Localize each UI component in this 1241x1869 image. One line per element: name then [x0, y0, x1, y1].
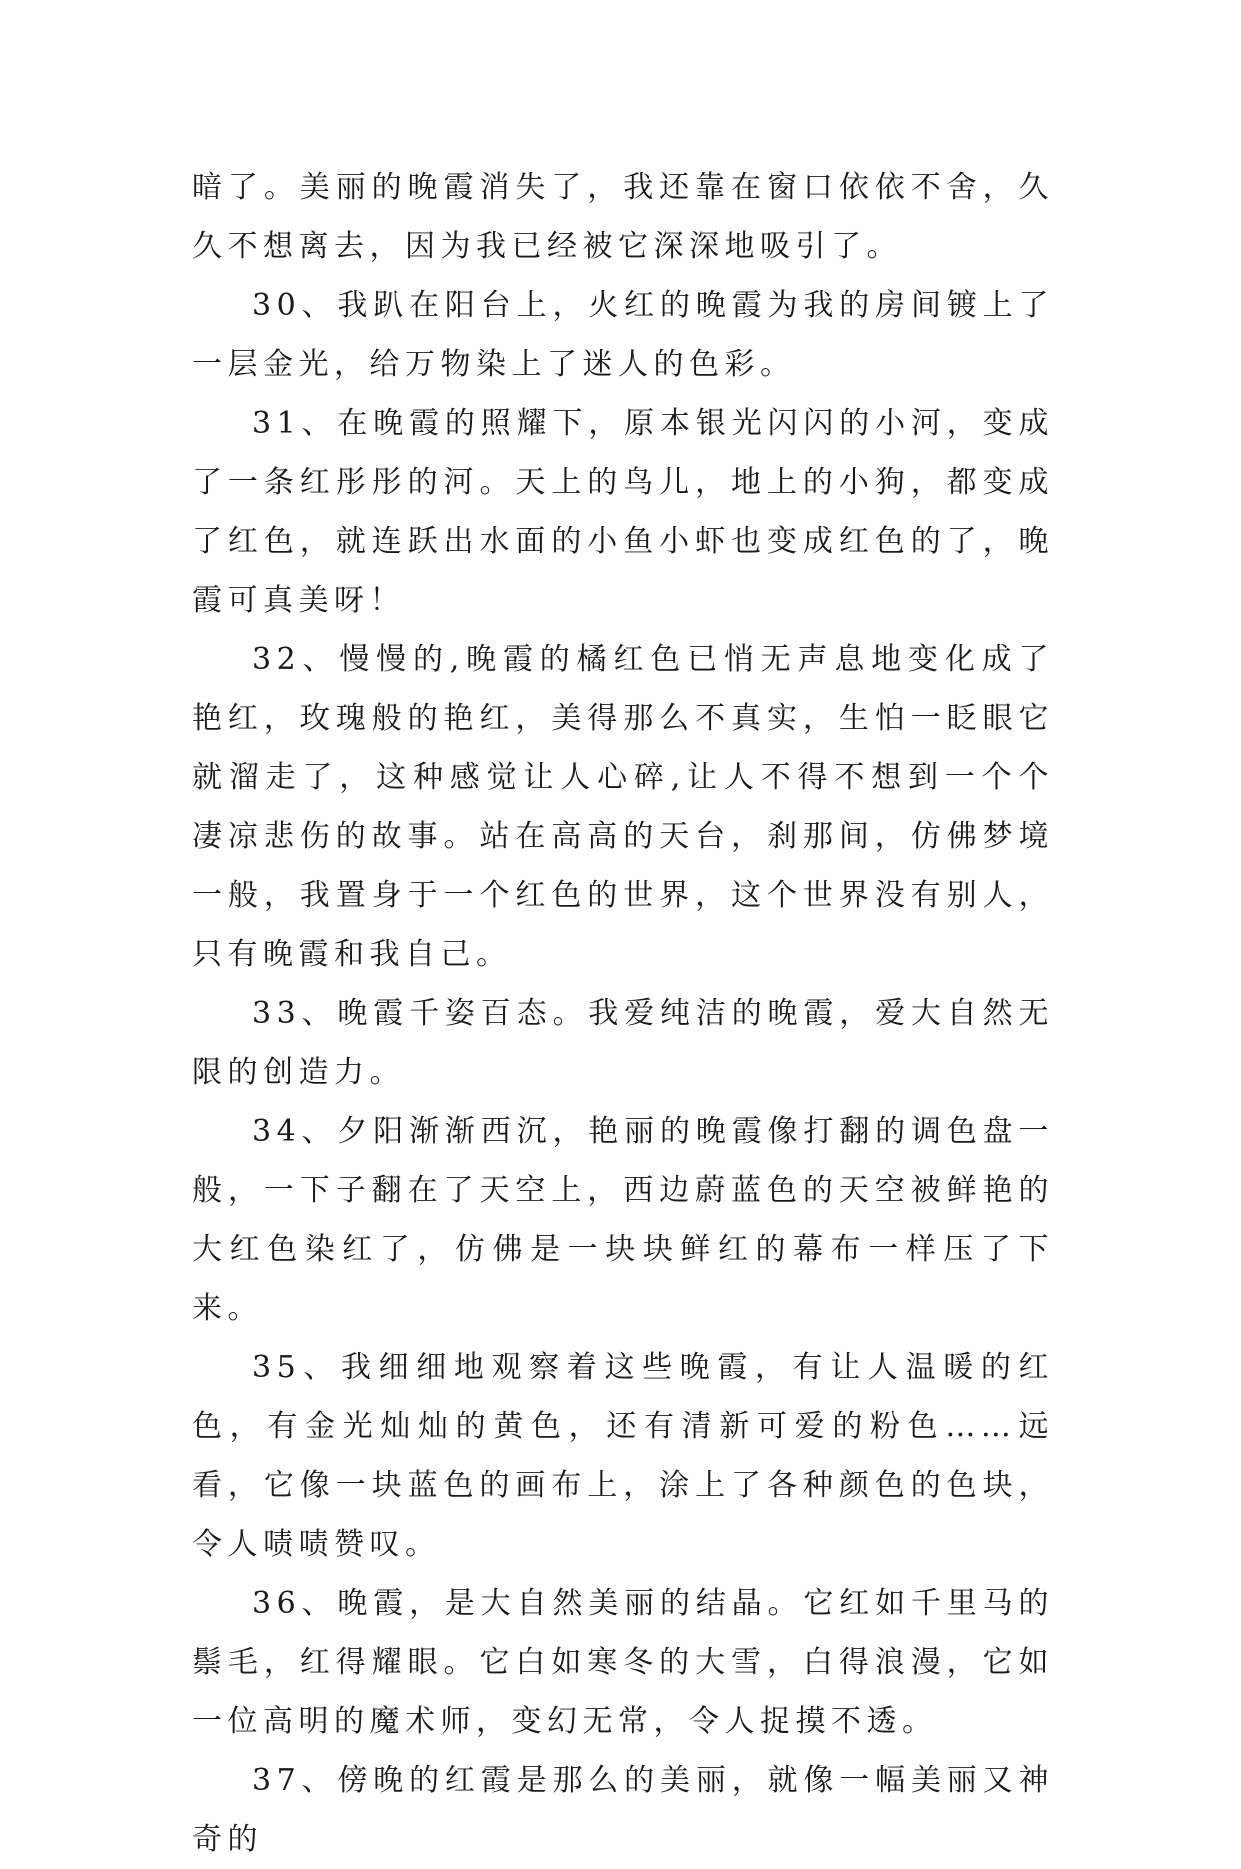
paragraph-35: 35、我细细地观察着这些晚霞，有让人温暖的红色，有金光灿灿的黄色，还有清新可爱的粉色……远看，它像一块蓝色的画布上，涂上了各种颜色的色块，令人啧啧赞叹。	[192, 1350, 1054, 1562]
paragraph-37: 37、傍晚的红霞是那么的美丽，就像一幅美丽又神奇的	[192, 1763, 1054, 1857]
paragraph-33: 33、晚霞千姿百态。我爱纯洁的晚霞，爱大自然无限的创造力。	[192, 996, 1054, 1090]
paragraph-32: 32、慢慢的,晚霞的橘红色已悄无声息地变化成了艳红，玫瑰般的艳红，美得那么不真实，生怕一眨眼它就溜走了，这种感觉让人心碎,让人不得不想到一个个凄凉悲伤的故事。站在高高的天台，刹那间，仿佛梦境一般，我置身于一个红色的世界，这个世界没有别人，只有晚霞和我自己。	[192, 642, 1054, 972]
paragraph-36: 36、晚霞，是大自然美丽的结晶。它红如千里马的鬃毛，红得耀眼。它白如寒冬的大雪，白得浪漫，它如一位高明的魔术师，变幻无常，令人捉摸不透。	[192, 1586, 1054, 1739]
paragraph-30: 30、我趴在阳台上，火红的晚霞为我的房间镀上了一层金光，给万物染上了迷人的色彩。	[192, 288, 1054, 382]
paragraph-34: 34、夕阳渐渐西沉，艳丽的晚霞像打翻的调色盘一般，一下子翻在了天空上，西边蔚蓝色的天空被鲜艳的大红色染红了，仿佛是一块块鲜红的幕布一样压了下来。	[192, 1114, 1054, 1326]
document-page	[192, 158, 1054, 1869]
paragraph-31: 31、在晚霞的照耀下，原本银光闪闪的小河，变成了一条红彤彤的河。天上的鸟儿，地上的小狗，都变成了红色，就连跃出水面的小鱼小虾也变成红色的了，晚霞可真美呀！	[192, 406, 1054, 618]
paragraph: 暗了。美丽的晚霞消失了，我还靠在窗口依依不舍，久久不想离去，因为我已经被它深深地吸引了。	[192, 170, 1054, 264]
